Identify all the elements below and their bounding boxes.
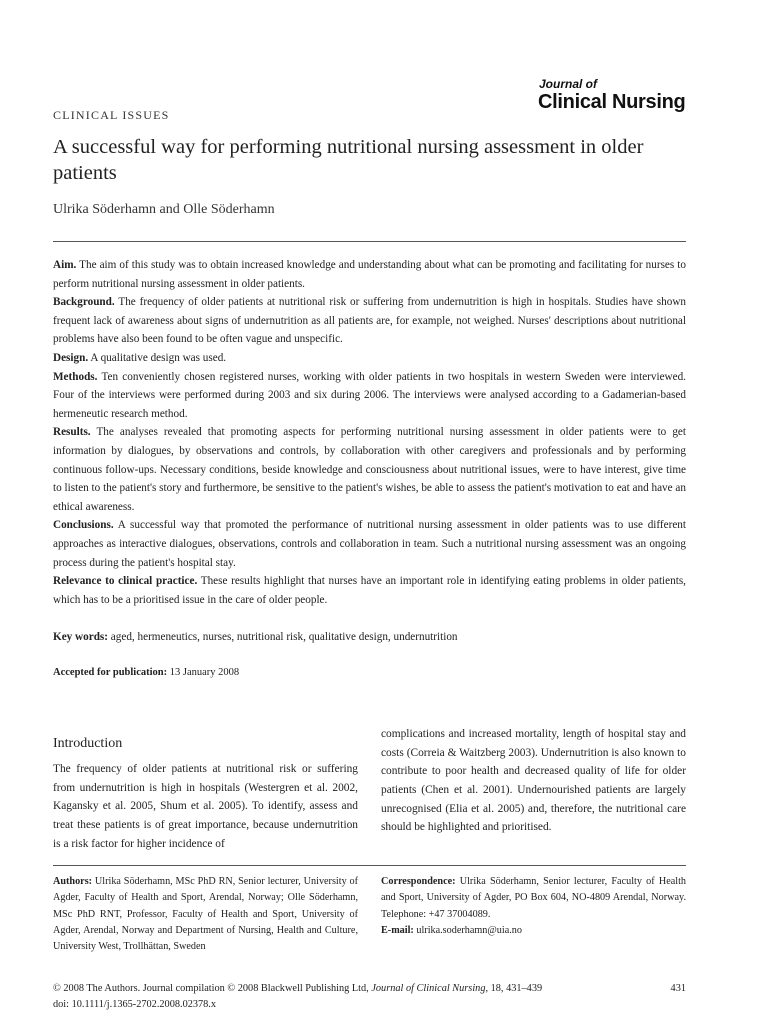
accepted-text: 13 January 2008 [169, 667, 240, 679]
author-affiliations [53, 874, 358, 955]
abstract-paragraph [53, 349, 686, 368]
article-title: A successful way for performing nutritional nursing assessment in older patients [53, 136, 644, 184]
volume-pages: , 18, 431–439 [485, 983, 543, 995]
abstract-paragraph [53, 516, 686, 572]
copyright: © 2008 The Authors. Journal compilation © 2008 Blackwell Publishing Ltd, [53, 983, 369, 995]
abstract-label: Background. [53, 296, 115, 309]
keywords-label: Key words: [53, 631, 108, 644]
abstract-paragraph [53, 293, 686, 349]
abstract-text: These results highlight that nurses have an important role in identifying eating problems in older patients, which has to be a prioritised issue in the care of older people. [53, 575, 686, 606]
keywords [53, 629, 686, 645]
introduction-left-block [53, 725, 358, 853]
abstract-label: Relevance to clinical practice. [53, 575, 198, 588]
introduction-right-column: complications and increased mortality, length of hospital stay and costs (Correia & Waitzberg 2003). Undernutrition is also known to contribute to poor health and decreased quality of life for older patients (Chen et al. 2001). Undernourished patients are largely unrecognised (Elia et al. 2005) and, therefore, the nutritional care should be highlighted and prioritised. [381, 728, 686, 834]
correspondence [381, 874, 686, 939]
abstract-label: Aim. [53, 259, 77, 271]
logo-line1: Journal of [539, 77, 598, 91]
journal-logo [538, 78, 685, 112]
abstract-text: The aim of this study was to obtain increased knowledge and understanding about what can be promoting and facilitating for nurses to perform nutritional nursing assessment in older patients. [53, 259, 686, 290]
abstract-label: Results. [53, 426, 91, 439]
page-number: 431 [670, 983, 686, 995]
email-link[interactable]: ulrika.soderhamn@uia.no [416, 924, 522, 936]
abstract-label: Design. [53, 351, 89, 364]
keywords-text: aged, hermeneutics, nurses, nutritional risk, qualitative design, undernutrition [110, 631, 458, 644]
section-label: CLINICAL ISSUES [53, 108, 170, 122]
doi: doi: 10.1111/j.1365-2702.2008.02378.x [53, 999, 217, 1011]
abstract-paragraph [53, 368, 686, 424]
abstract [53, 256, 686, 609]
header-divider [53, 241, 686, 242]
abstract-text: The frequency of older patients at nutritional risk or suffering from undernutrition is high in hospitals. Studies have shown frequent lack of awareness about signs of undernutrition as all patients are, for example, not weighed. Nurses' descriptions about nutritional problems have also been found to be often vague and unspecific. [53, 296, 686, 346]
abstract-text: Ten conveniently chosen registered nurses, working with older patients in two hospitals in western Sweden were interviewed. Four of the interviews were performed during 2003 and six during 2006. The interviews were analysed according to a Gadamerian-based hermeneutic research method. [53, 370, 686, 420]
introduction-section [53, 725, 686, 853]
footnote-divider [53, 865, 686, 866]
logo-line2: Clinical Nursing [538, 91, 686, 113]
footer-citation [53, 981, 643, 997]
abstract-text: A successful way that promoted the performance of nutritional nursing assessment in older patients was to use different approaches as interactive dialogues, observations, controls and collaboration in team. Such a nutritional nursing assessment was an ongoing process during the patient's hospital stay. [53, 519, 686, 569]
authors-label: Authors: [53, 876, 93, 888]
abstract-text: A qualitative design was used. [90, 351, 227, 364]
email-label: E-mail: [381, 924, 414, 936]
authors-text: Ulrika Söderhamn, MSc PhD RN, Senior lecturer, University of Agder, Faculty of Health and Sport, Arendal, Norway; Olle Söderhamn, MSc PhD RNT, Professor, Faculty of Health and Sport, University of Agder, Arendal, Norway and Department of Nursing, Health and Culture, University West, Trollhättan, Sweden [53, 876, 358, 953]
abstract-text: The analyses revealed that promoting aspects for performing nutritional nursing assessment in older patients were to get information by dialogues, by observations and controls, by collaboration with other caregivers and professionals and by performing continuous follow-ups. Necessary conditions, beside knowledge and consciousness about nutritional issues, were to have interest, give time to listen to the patient's story and furthermore, be sensitive to the patient's wishes, be able to assess the patient's motivation to eat and have an ethical awareness. [53, 426, 686, 513]
abstract-paragraph [53, 423, 686, 516]
abstract-paragraph [53, 256, 686, 293]
accepted-date [53, 665, 686, 681]
footnotes [53, 874, 686, 955]
journal-name: Journal of Clinical Nursing [371, 983, 486, 995]
introduction-heading: Introduction [53, 736, 123, 752]
introduction-left-column: The frequency of older patients at nutritional risk or suffering from undernutrition is high in hospitals (Westergren et al. 2002, Kagansky et al. 2005, Shum et al. 2005). To identify, assess and treat these patients is of great importance, because undernutrition is a risk factor for higher incidence of [53, 763, 358, 850]
accepted-label: Accepted for publication: [53, 667, 168, 679]
correspondence-text: Ulrika Söderhamn, Senior lecturer, Faculty of Health and Sport, University of Agder, PO Box 604, NO-4809 Arendal, Norway. Telephone: +47 37004089. [381, 876, 687, 920]
abstract-paragraph [53, 572, 686, 609]
author-line: Ulrika Söderhamn and Olle Söderhamn [53, 202, 275, 217]
abstract-label: Methods. [53, 370, 98, 383]
correspondence-label: Correspondence: [381, 876, 456, 888]
abstract-label: Conclusions. [53, 519, 114, 532]
page-footer [53, 981, 686, 1013]
